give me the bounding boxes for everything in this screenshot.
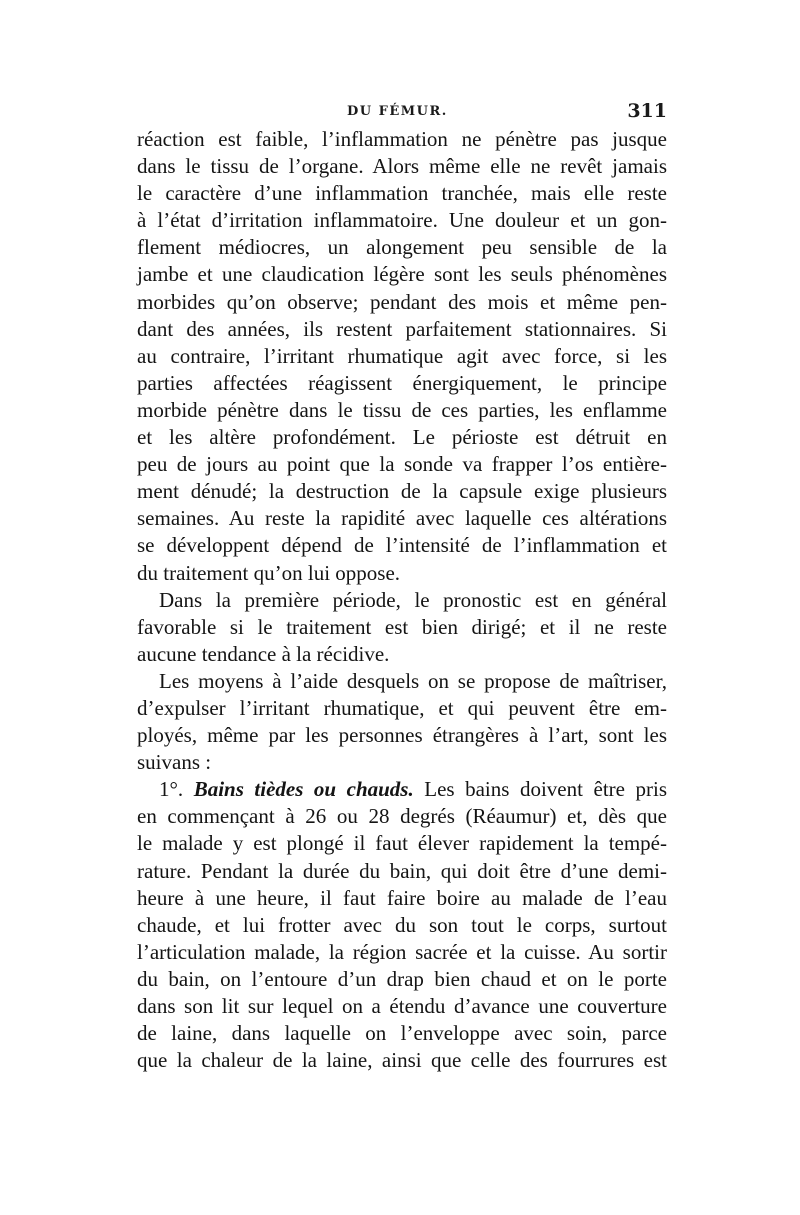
text-line: se développent dépend de l’intensité de l’inflammation et — [137, 533, 667, 558]
text-line: réaction est faible, l’inflammation ne pénètre pas jusque — [137, 127, 667, 151]
text-line: du bain, on l’entoure d’un drap bien chaud et on le porte — [137, 966, 667, 991]
text-line: aucune tendance à la récidive. — [137, 641, 390, 666]
text-line: ployés, même par les personnes étrangères à l’art, sont les — [137, 723, 667, 748]
text-line: l’articulation malade, la région sacrée et la cuisse. Au sortir — [137, 939, 667, 964]
text-line: au contraire, l’irritant rhumatique agit avec force, si les — [137, 343, 667, 368]
text-line: favorable si le traitement est bien dirigé; et il ne reste — [137, 614, 667, 639]
text-line: peu de jours au point que la sonde va frapper l’os entière- — [137, 452, 667, 477]
section-heading-text: Les bains doivent être pris — [424, 777, 667, 802]
section-number: 1°. — [159, 777, 184, 802]
text-line: morbides qu’on observe; pendant des mois et même pen- — [137, 289, 667, 314]
section-title: Bains tièdes ou chauds. — [193, 777, 414, 802]
page-header — [137, 100, 667, 126]
page-number: 311 — [627, 100, 667, 122]
text-line: Dans la première période, le pronostic est en général — [159, 587, 667, 612]
text-line: suivans : — [137, 750, 212, 775]
text-line: morbide pénètre dans le tissu de ces parties, les enflamme — [137, 397, 667, 422]
paragraph — [137, 668, 667, 776]
text-line: dant des années, ils restent parfaitement stationnaires. Si — [137, 316, 667, 341]
text-line: dans son lit sur lequel on a étendu d’avance une couverture — [137, 994, 667, 1018]
section-heading-line — [137, 776, 667, 803]
body-text — [137, 126, 667, 1074]
text-line: chaude, et lui frotter avec du son tout le corps, surtout — [137, 912, 667, 937]
text-line: heure à une heure, il faut faire boire au malade de l’eau — [137, 885, 667, 910]
text-line: en commençant à 26 ou 28 degrés (Réaumur) et, dès que — [137, 804, 667, 829]
text-line: flement médiocres, un alongement peu sensible de la — [137, 235, 667, 260]
text-line: le caractère d’une inflammation tranchée, mais elle reste — [137, 181, 667, 206]
text-line: le malade y est plongé il faut élever rapidement la tempé- — [137, 831, 667, 856]
paragraph — [137, 776, 667, 1074]
text-line: semaines. Au reste la rapidité avec laquelle ces altérations — [137, 506, 667, 531]
text-line: à l’état d’irritation inflammatoire. Une douleur et un gon- — [137, 208, 667, 233]
paragraph — [137, 126, 667, 587]
paragraph — [137, 587, 667, 668]
text-line: dans le tissu de l’organe. Alors même elle ne revêt jamais — [137, 154, 667, 179]
text-line: ment dénudé; la destruction de la capsule exige plusieurs — [137, 479, 667, 504]
text-line: parties affectées réagissent énergiquement, le principe — [137, 370, 667, 395]
text-line: Les moyens à l’aide desquels on se propose de maîtriser, — [159, 668, 667, 693]
running-head: DU FÉMUR. — [347, 104, 448, 119]
text-line: du traitement qu’on lui oppose. — [137, 560, 401, 585]
text-line: d’expulser l’irritant rhumatique, et qui peuvent être em- — [137, 695, 667, 720]
text-line: que la chaleur de la laine, ainsi que celle des fourrures est — [137, 1048, 667, 1073]
text-line: rature. Pendant la durée du bain, qui doit être d’une demi- — [137, 858, 667, 883]
text-line: jambe et une claudication légère sont les seuls phénomènes — [137, 262, 667, 287]
text-line: et les altère profondément. Le périoste est détruit en — [137, 425, 667, 450]
text-line: de laine, dans laquelle on l’enveloppe avec soin, parce — [137, 1021, 667, 1046]
